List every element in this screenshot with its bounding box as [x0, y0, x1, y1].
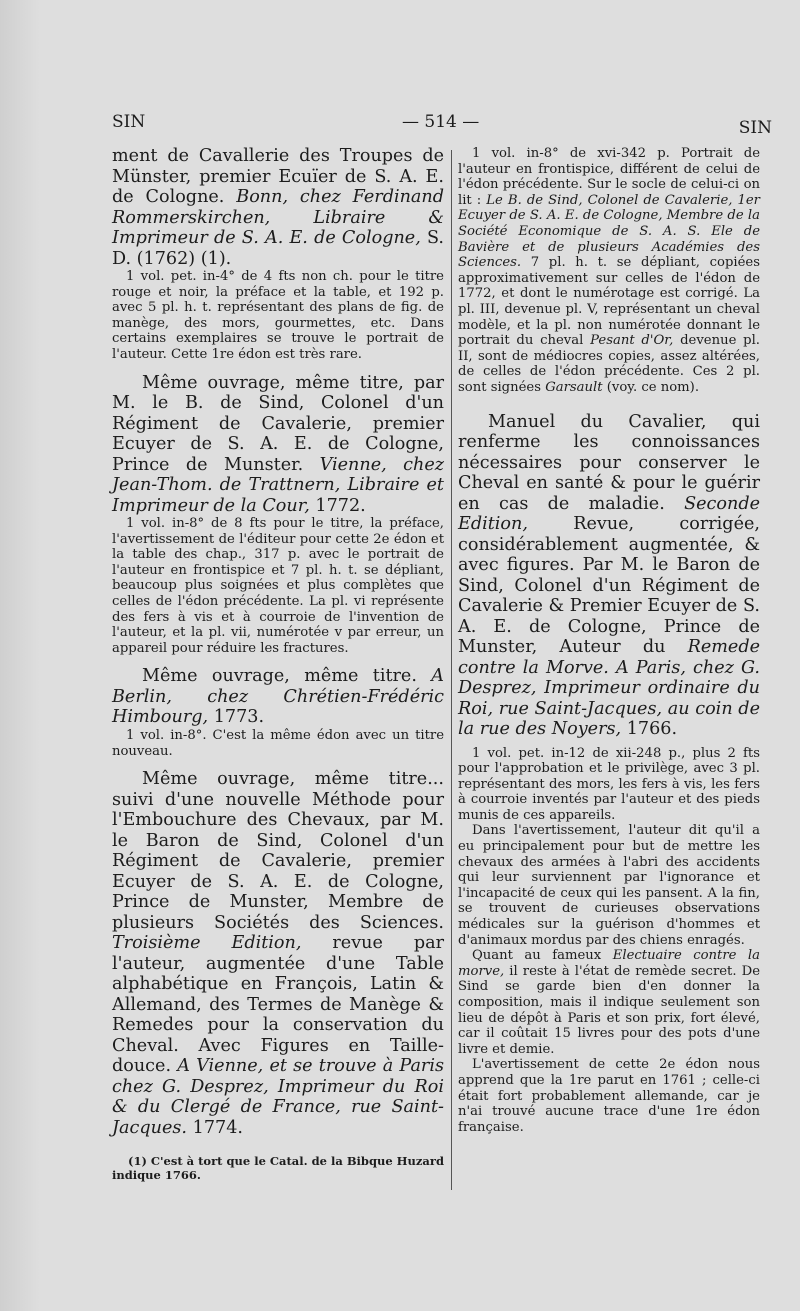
- entry-description: [458, 146, 760, 396]
- entry-text: Même ouvrage, même titre... suivi d'une nouvelle Méthode pour l'Embouchure des Chevaux, par M. le Baron de Sind, Colonel d'un Régiment de Cavalerie, premier Ecuyer de S. A. E. de Cologne, Prince de Munster, Membre de plusieurs Sociétés des Sciences.: [112, 769, 444, 933]
- entry-text: il reste à l'état de remède secret. De Sind se garde bien d'en donner la composition, mais il indique seulement son lieu de dépôt à Paris et son prix, fort élevé, car il coûtait 15 livres pour des pots d'une livre et demie.: [458, 963, 760, 1057]
- entry-text: revue par l'auteur, augmentée d'une Table alphabétique en François, Latin & Allemand, des Termes de Manège & Remedes pour la conservation du Cheval. Avec Figures en Taille-douce.: [112, 933, 444, 1077]
- entry-heading: [112, 373, 444, 517]
- entry-date: 1773.: [213, 707, 265, 728]
- entry-text: Même ouvrage, même titre.: [142, 666, 417, 687]
- column-rule: [451, 150, 452, 1190]
- entry-date: S. D. (1762) (1).: [112, 228, 445, 269]
- footnote: (1) C'est à tort que le Catal. de la Bibque Huzard indique 1766.: [112, 1154, 444, 1183]
- entry-description: [458, 948, 760, 1057]
- entry-text: Manuel du Cavalier, qui renferme les connoissances nécessaires pour conserver le Cheval en santé & pour le guérir en cas de maladie.: [458, 411, 760, 514]
- entry-text: 7 pl. h. t. se dépliant, copiées approximativement sur celles de l'édon de 1772, et dont le numérotage est corrigé. La pl. III, devenue pl. V, représentant un cheval modèle, et la pl. non numérotée donnant le portrait du cheval: [458, 255, 760, 349]
- entry-edition: Seconde Edition,: [458, 493, 761, 534]
- entry-heading: [112, 666, 444, 728]
- portrait-inscription: Le B. de Sind, Colonel de Cavalerie, 1er Ecuyer de S. A. E. de Cologne, Membre de la Société Economique de S. A. S. Ele de Bavière et de plusieurs Académies des Sciences.: [458, 192, 760, 271]
- entry-description: L'avertissement de cette 2e édon nous apprend que la 1re parut en 1761 ; celle-ci était fort probablement allemande, car je n'ai trouvé aucune trace d'une 1re édon française.: [458, 1057, 760, 1135]
- entry-imprint: A Vienne, et se trouve à Paris chez G. Desprez, Imprimeur du Roi & du Clergé de France, rue Saint-Jacques.: [112, 1056, 444, 1138]
- header-right: SIN: [738, 118, 772, 138]
- page-number: — 514 —: [402, 112, 480, 132]
- entry-imprint: Bonn, chez Ferdinand Rommerskirchen, Libraire & Imprimeur de S. A. E. de Cologne,: [112, 187, 444, 248]
- entry-text: devenue pl. II, sont de médiocres copies, assez altérées, de celles de l'édon précédente. Ces 2 pl. sont signées: [458, 333, 760, 395]
- entry-date: 1774.: [192, 1117, 243, 1138]
- artist-name: Garsault: [545, 379, 603, 395]
- entry-imprint: Vienne, chez Jean-Thom. de Trattnern, Libraire et Imprimeur de la Cour,: [112, 454, 444, 516]
- entry-text: Revue, corrigée, considérablement augmentée, & avec figures. Par M. le Baron de Sind, Colonel d'un Régiment de Cavalerie & Premier Ecuyer de S. A. E. de Cologne, Prince de Munster, Auteur du: [458, 514, 760, 657]
- entry-date: 1766.: [626, 719, 678, 739]
- horse-name: Pesant d'Or,: [590, 333, 674, 349]
- entry-description: 1 vol. pet. in-12 de xii-248 p., plus 2 fts pour l'approbation et le privilège, avec 3 pl. représentant des mors, les fers à vis, les fers à courroie inventés par l'auteur et des pieds munis de ces appareils.: [458, 745, 760, 823]
- entry-description: 1 vol. pet. in-4° de 4 fts non ch. pour le titre rouge et noir, la préface et la table, et 192 p. avec 5 pl. h. t. représentant des plans de fig. de manège, des mors, gourmettes, etc. Dans certains exemplaires se trouve le portrait de l'auteur. Cette 1re édon est très rare.: [112, 269, 444, 362]
- right-column: [458, 146, 760, 1135]
- entry-text: 1 vol. in-8° de xvi-342 p. Portrait de l'auteur en frontispice, différent de celui de l'édon précédente. Sur le socle de celui-ci on lit :: [458, 146, 760, 208]
- entry-date: 1772.: [315, 495, 366, 516]
- entry-text: ment de Cavallerie des Troupes de Münster, premier Ecuïer de S. A. E. de Cologne.: [112, 146, 444, 207]
- entry-text: Quant au fameux: [472, 948, 602, 964]
- running-header: [112, 112, 772, 142]
- entry-heading: [112, 769, 444, 1138]
- entry-imprint: A Berlin, chez Chrétien-Frédéric Himbourg,: [112, 666, 445, 728]
- page-shadow: [0, 0, 40, 1311]
- entry-text: Même ouvrage, même titre, par M. le B. de Sind, Colonel d'un Régiment de Cavalerie, premier Ecuyer de S. A. E. de Cologne, Prince de Munster.: [112, 372, 444, 475]
- entry-description: 1 vol. in-8° de 8 fts pour le titre, la préface, l'avertissement de l'éditeur pour cette 2e édon et la table des chap., 317 p. avec le portrait de l'auteur en frontispice et 7 pl. h. t. se dépliant, beaucoup plus soignées et plus complètes que celles de l'édon précédente. La pl. vi représente des fers à vis et à courroie de l'invention de l'auteur, et la pl. vii, numérotée v par erreur, un appareil pour réduire les fractures.: [112, 516, 444, 656]
- entry-heading: [458, 412, 760, 740]
- entry-edition: Troisième Edition,: [112, 933, 302, 954]
- entry-continuation: [112, 146, 444, 269]
- header-left: SIN: [112, 112, 146, 132]
- entry-imprint: Remede contre la Morve. A Paris, chez G. Desprez, Imprimeur ordinaire du Roi, rue Saint-Jacques, au coin de la rue des Noyers,: [458, 637, 761, 739]
- entry-description: 1 vol. in-8°. C'est la même édon avec un titre nouveau.: [112, 727, 444, 759]
- left-column: [112, 146, 444, 1194]
- remedy-name: Electuaire contre la morve,: [458, 948, 760, 979]
- entry-description: Dans l'avertissement, l'auteur dit qu'il a eu principalement pour but de mettre les chevaux des armées à l'abri des accidents qui leur surviennent par l'ignorance et l'incapacité de ceux qui les pansent. A la fin, se trouvent de curieuses observations médicales sur la guérison d'hommes et d'animaux mordus par des chiens enragés.: [458, 823, 760, 948]
- entry-text: (voy. ce nom).: [606, 379, 700, 395]
